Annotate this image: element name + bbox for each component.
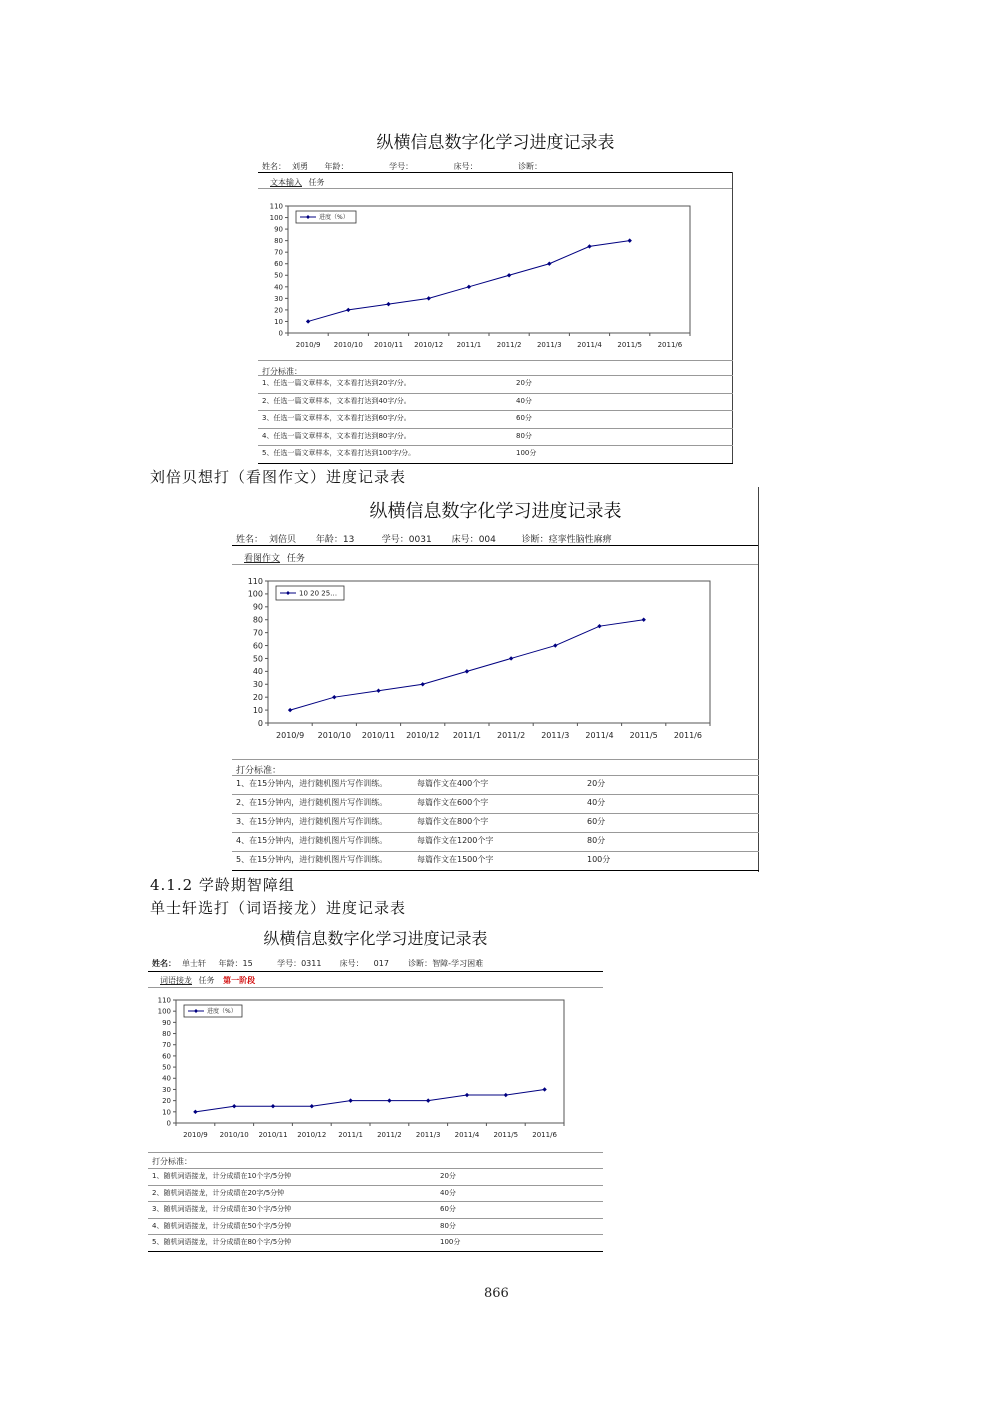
student-age: 15 (242, 959, 253, 968)
divider (258, 393, 733, 394)
criteria-description: 5、随机词语接龙，计分成绩在80个字/5分钟 (152, 1238, 292, 1246)
criteria-requirement: 每篇作文在800个字 (417, 817, 489, 826)
student-id: 0031 (408, 535, 432, 545)
criteria-description: 3、随机词语接龙，计分成绩在30个字/5分钟 (152, 1205, 292, 1213)
y-tick-label: 80 (252, 615, 263, 625)
criteria-score: 60分 (440, 1205, 456, 1213)
y-tick-label: 30 (274, 294, 283, 303)
criteria-score: 80分 (516, 431, 532, 440)
divider (258, 410, 733, 411)
y-tick-label: 60 (252, 641, 263, 651)
age-label: 年龄： (218, 959, 243, 968)
criteria-score: 20分 (440, 1172, 456, 1180)
divider (148, 987, 603, 988)
x-tick-label: 2011/4 (577, 341, 602, 349)
criteria-header: 打分标准： (152, 1157, 192, 1166)
y-tick-label: 100 (157, 1007, 171, 1016)
task-suffix: 任务 (198, 976, 215, 985)
y-tick-label: 90 (252, 602, 263, 612)
divider (148, 1201, 603, 1202)
criteria-score: 40分 (516, 396, 532, 405)
x-tick-label: 2011/4 (454, 1131, 480, 1139)
y-tick-label: 30 (252, 680, 263, 690)
legend-label: 进度（%） (207, 1008, 237, 1016)
diag-label: 诊断： (408, 959, 433, 968)
criteria-description: 5、任选一篇文章样本，文本看打达到100字/分。 (262, 449, 416, 457)
y-tick-label: 110 (269, 202, 283, 211)
student-info-row (236, 532, 759, 545)
task-label (244, 551, 311, 564)
divider (258, 375, 733, 376)
y-tick-label: 100 (269, 213, 283, 222)
y-tick-label: 30 (162, 1085, 171, 1094)
bed-label: 床号： (453, 162, 478, 171)
criteria-row (232, 778, 759, 793)
y-tick-label: 70 (252, 628, 263, 638)
x-tick-label: 2010/12 (297, 1131, 327, 1139)
task-suffix: 任务 (308, 178, 325, 187)
id-label: 学号： (277, 959, 302, 968)
criteria-row (232, 835, 759, 850)
criteria-row (148, 1171, 603, 1184)
plot-area (288, 206, 690, 333)
x-tick-label: 2011/2 (497, 731, 526, 740)
divider (148, 1185, 603, 1186)
legend-label: 10 20 25… (299, 589, 338, 598)
record-title: 纵横信息数字化学习进度记录表 (376, 133, 615, 153)
criteria-row (258, 378, 733, 392)
criteria-row (258, 448, 733, 462)
x-tick-label: 2011/2 (496, 341, 522, 349)
criteria-row (148, 1237, 603, 1250)
criteria-score: 100分 (516, 449, 537, 457)
task-name: 词语接龙 (160, 976, 192, 985)
y-tick-label: 20 (252, 692, 263, 702)
criteria-requirement: 每篇作文在1200个字 (417, 836, 494, 845)
divider (258, 188, 733, 189)
divider (232, 775, 759, 776)
student-info-row (152, 958, 603, 969)
y-tick-label: 10 (162, 1108, 171, 1117)
x-tick-label: 2011/5 (629, 731, 658, 740)
criteria-score: 80分 (587, 836, 606, 845)
y-tick-label: 70 (274, 248, 283, 257)
legend-label: 进度（%） (319, 214, 349, 222)
student-age: 13 (342, 535, 355, 545)
student-diag: 痉挛性脑性麻痹 (548, 535, 612, 545)
criteria-description: 3、任选一篇文章样本，文本看打达到60字/分。 (262, 414, 411, 422)
criteria-row (148, 1204, 603, 1217)
y-tick-label: 10 (252, 705, 263, 715)
x-tick-label: 2011/1 (456, 341, 482, 349)
x-tick-label: 2010/12 (406, 731, 440, 740)
section-caption: 单士轩选打（词语接龙）进度记录表 (150, 899, 407, 917)
x-tick-label: 2011/3 (536, 341, 562, 349)
divider (232, 759, 759, 760)
x-tick-label: 2011/6 (657, 341, 683, 349)
divider (148, 1234, 603, 1235)
divider (258, 360, 733, 361)
student-name: 刘勇 (292, 162, 308, 171)
age-label: 年龄： (324, 162, 349, 171)
criteria-score: 80分 (440, 1221, 456, 1230)
criteria-description: 1、随机词语接龙，计分成绩在10个字/5分钟 (152, 1172, 292, 1180)
criteria-header: 打分标准： (236, 766, 282, 776)
criteria-score: 20分 (516, 379, 532, 387)
task-name: 文本输入 (270, 178, 302, 187)
plot-area (268, 581, 710, 723)
y-tick-label: 10 (274, 317, 283, 326)
name-label: 姓名： (262, 162, 286, 171)
record-title: 纵横信息数字化学习进度记录表 (369, 501, 622, 522)
divider (232, 832, 759, 833)
y-tick-label: 70 (162, 1041, 171, 1050)
x-tick-label: 2011/3 (415, 1131, 441, 1139)
divider (232, 813, 759, 814)
section-caption: 刘倍贝想打（看图作文）进度记录表 (150, 468, 407, 486)
page-number: 866 (484, 1286, 509, 1301)
name-label: 姓名： (236, 535, 264, 545)
y-tick-label: 110 (247, 576, 263, 586)
y-tick-label: 50 (252, 654, 263, 664)
task-stage: 第一阶段 (223, 976, 256, 985)
x-tick-label: 2011/1 (452, 731, 481, 740)
criteria-header: 打分标准： (262, 367, 302, 376)
criteria-description: 2、任选一篇文章样本，文本看打达到40字/分。 (262, 396, 411, 405)
x-tick-label: 2011/1 (338, 1131, 363, 1139)
student-id: 0311 (301, 959, 322, 968)
divider (148, 1168, 603, 1169)
y-tick-label: 20 (162, 1097, 171, 1106)
criteria-description: 3、在15分钟内，进行随机图片写作训练。 (236, 817, 388, 826)
y-tick-label: 80 (274, 237, 283, 246)
progress-record-1 (258, 120, 733, 463)
divider (232, 564, 759, 565)
y-tick-label: 0 (278, 329, 283, 338)
y-tick-label: 0 (166, 1119, 171, 1128)
y-tick-label: 40 (274, 283, 283, 292)
x-tick-label: 2010/11 (258, 1131, 288, 1139)
criteria-description: 2、随机词语接龙，计分成绩在20字/5分钟 (152, 1188, 285, 1197)
x-tick-label: 2011/5 (493, 1131, 519, 1139)
criteria-description: 1、任选一篇文章样本，文本看打达到20字/分。 (262, 379, 411, 387)
criteria-score: 20分 (587, 779, 606, 788)
progress-record-3 (148, 920, 603, 1260)
criteria-score: 100分 (587, 855, 611, 864)
x-tick-label: 2011/6 (673, 731, 702, 740)
criteria-score: 60分 (587, 817, 606, 826)
divider (232, 870, 759, 871)
divider (232, 851, 759, 852)
y-tick-label: 50 (274, 271, 283, 280)
y-tick-label: 90 (162, 1018, 171, 1027)
section-heading: 4.1.2 学龄期智障组 (150, 876, 295, 894)
student-name: 刘倍贝 (269, 535, 297, 545)
y-tick-label: 60 (274, 260, 283, 269)
progress-chart (232, 571, 759, 751)
y-tick-label: 0 (257, 718, 263, 728)
criteria-description: 4、任选一篇文章样本，文本看打达到80字/分。 (262, 431, 411, 440)
divider (258, 172, 733, 173)
id-label: 学号： (381, 535, 409, 545)
x-tick-label: 2011/4 (585, 731, 614, 740)
criteria-row (232, 797, 759, 812)
x-tick-label: 2011/5 (617, 341, 643, 349)
student-name: 单士轩 (182, 959, 206, 968)
divider (258, 445, 733, 446)
id-label: 学号： (389, 162, 414, 171)
criteria-requirement: 每篇作文在400个字 (417, 779, 489, 788)
x-tick-label: 2011/3 (541, 731, 570, 740)
divider (258, 428, 733, 429)
bed-label: 床号： (451, 535, 479, 545)
criteria-score: 60分 (516, 414, 532, 422)
task-label (270, 177, 331, 188)
x-tick-label: 2010/11 (361, 731, 396, 740)
x-tick-label: 2011/2 (377, 1131, 402, 1139)
criteria-row (232, 816, 759, 831)
criteria-description: 2、在15分钟内，进行随机图片写作训练。 (236, 798, 388, 807)
progress-record-2 (232, 487, 759, 872)
y-tick-label: 60 (162, 1052, 171, 1061)
progress-chart (148, 994, 603, 1144)
criteria-row (148, 1221, 603, 1234)
task-label (160, 975, 255, 986)
divider (148, 1251, 603, 1252)
diag-label: 诊断： (521, 535, 549, 545)
task-suffix: 任务 (286, 554, 305, 564)
student-bed: 004 (478, 535, 496, 545)
y-tick-label: 80 (162, 1029, 171, 1038)
bed-label: 床号： (339, 959, 364, 968)
y-tick-label: 40 (162, 1074, 171, 1083)
criteria-description: 4、随机词语接龙，计分成绩在50个字/5分钟 (152, 1221, 292, 1230)
y-tick-label: 40 (252, 667, 263, 677)
criteria-requirement: 每篇作文在1500个字 (417, 855, 494, 864)
divider (148, 1218, 603, 1219)
divider (232, 545, 759, 546)
criteria-row (258, 431, 733, 445)
criteria-row (148, 1188, 603, 1201)
y-tick-label: 50 (162, 1063, 171, 1072)
task-name: 看图作文 (244, 554, 281, 564)
student-info-row (262, 161, 733, 172)
divider (232, 794, 759, 795)
criteria-score: 40分 (587, 798, 606, 807)
x-tick-label: 2010/9 (295, 341, 321, 349)
x-tick-label: 2010/11 (373, 341, 404, 349)
y-tick-label: 90 (274, 225, 283, 234)
name-label: 姓名： (152, 959, 176, 968)
age-label: 年龄： (315, 535, 343, 545)
x-tick-label: 2010/10 (333, 341, 363, 349)
criteria-row (258, 413, 733, 427)
record-title: 纵横信息数字化学习进度记录表 (263, 929, 488, 948)
student-diag: 智障-学习困难 (432, 959, 484, 968)
x-tick-label: 2011/6 (532, 1131, 557, 1139)
student-bed: 017 (373, 959, 389, 968)
y-tick-label: 100 (247, 589, 263, 599)
criteria-row (258, 396, 733, 410)
criteria-description: 4、在15分钟内，进行随机图片写作训练。 (236, 836, 388, 845)
x-tick-label: 2010/10 (219, 1131, 249, 1139)
divider (258, 463, 733, 464)
divider (148, 1152, 603, 1153)
divider (148, 971, 603, 972)
x-tick-label: 2010/10 (317, 731, 351, 740)
progress-chart (258, 196, 733, 356)
criteria-requirement: 每篇作文在600个字 (417, 798, 489, 807)
y-tick-label: 20 (274, 306, 283, 315)
criteria-score: 40分 (440, 1188, 456, 1197)
diag-label: 诊断： (518, 162, 543, 171)
y-tick-label: 110 (157, 996, 171, 1005)
criteria-row (232, 854, 759, 869)
x-tick-label: 2010/9 (276, 731, 305, 740)
x-tick-label: 2010/12 (414, 341, 444, 349)
criteria-score: 100分 (440, 1238, 461, 1246)
criteria-description: 1、在15分钟内，进行随机图片写作训练。 (236, 779, 388, 788)
criteria-description: 5、在15分钟内，进行随机图片写作训练。 (236, 855, 388, 864)
x-tick-label: 2010/9 (183, 1131, 208, 1139)
